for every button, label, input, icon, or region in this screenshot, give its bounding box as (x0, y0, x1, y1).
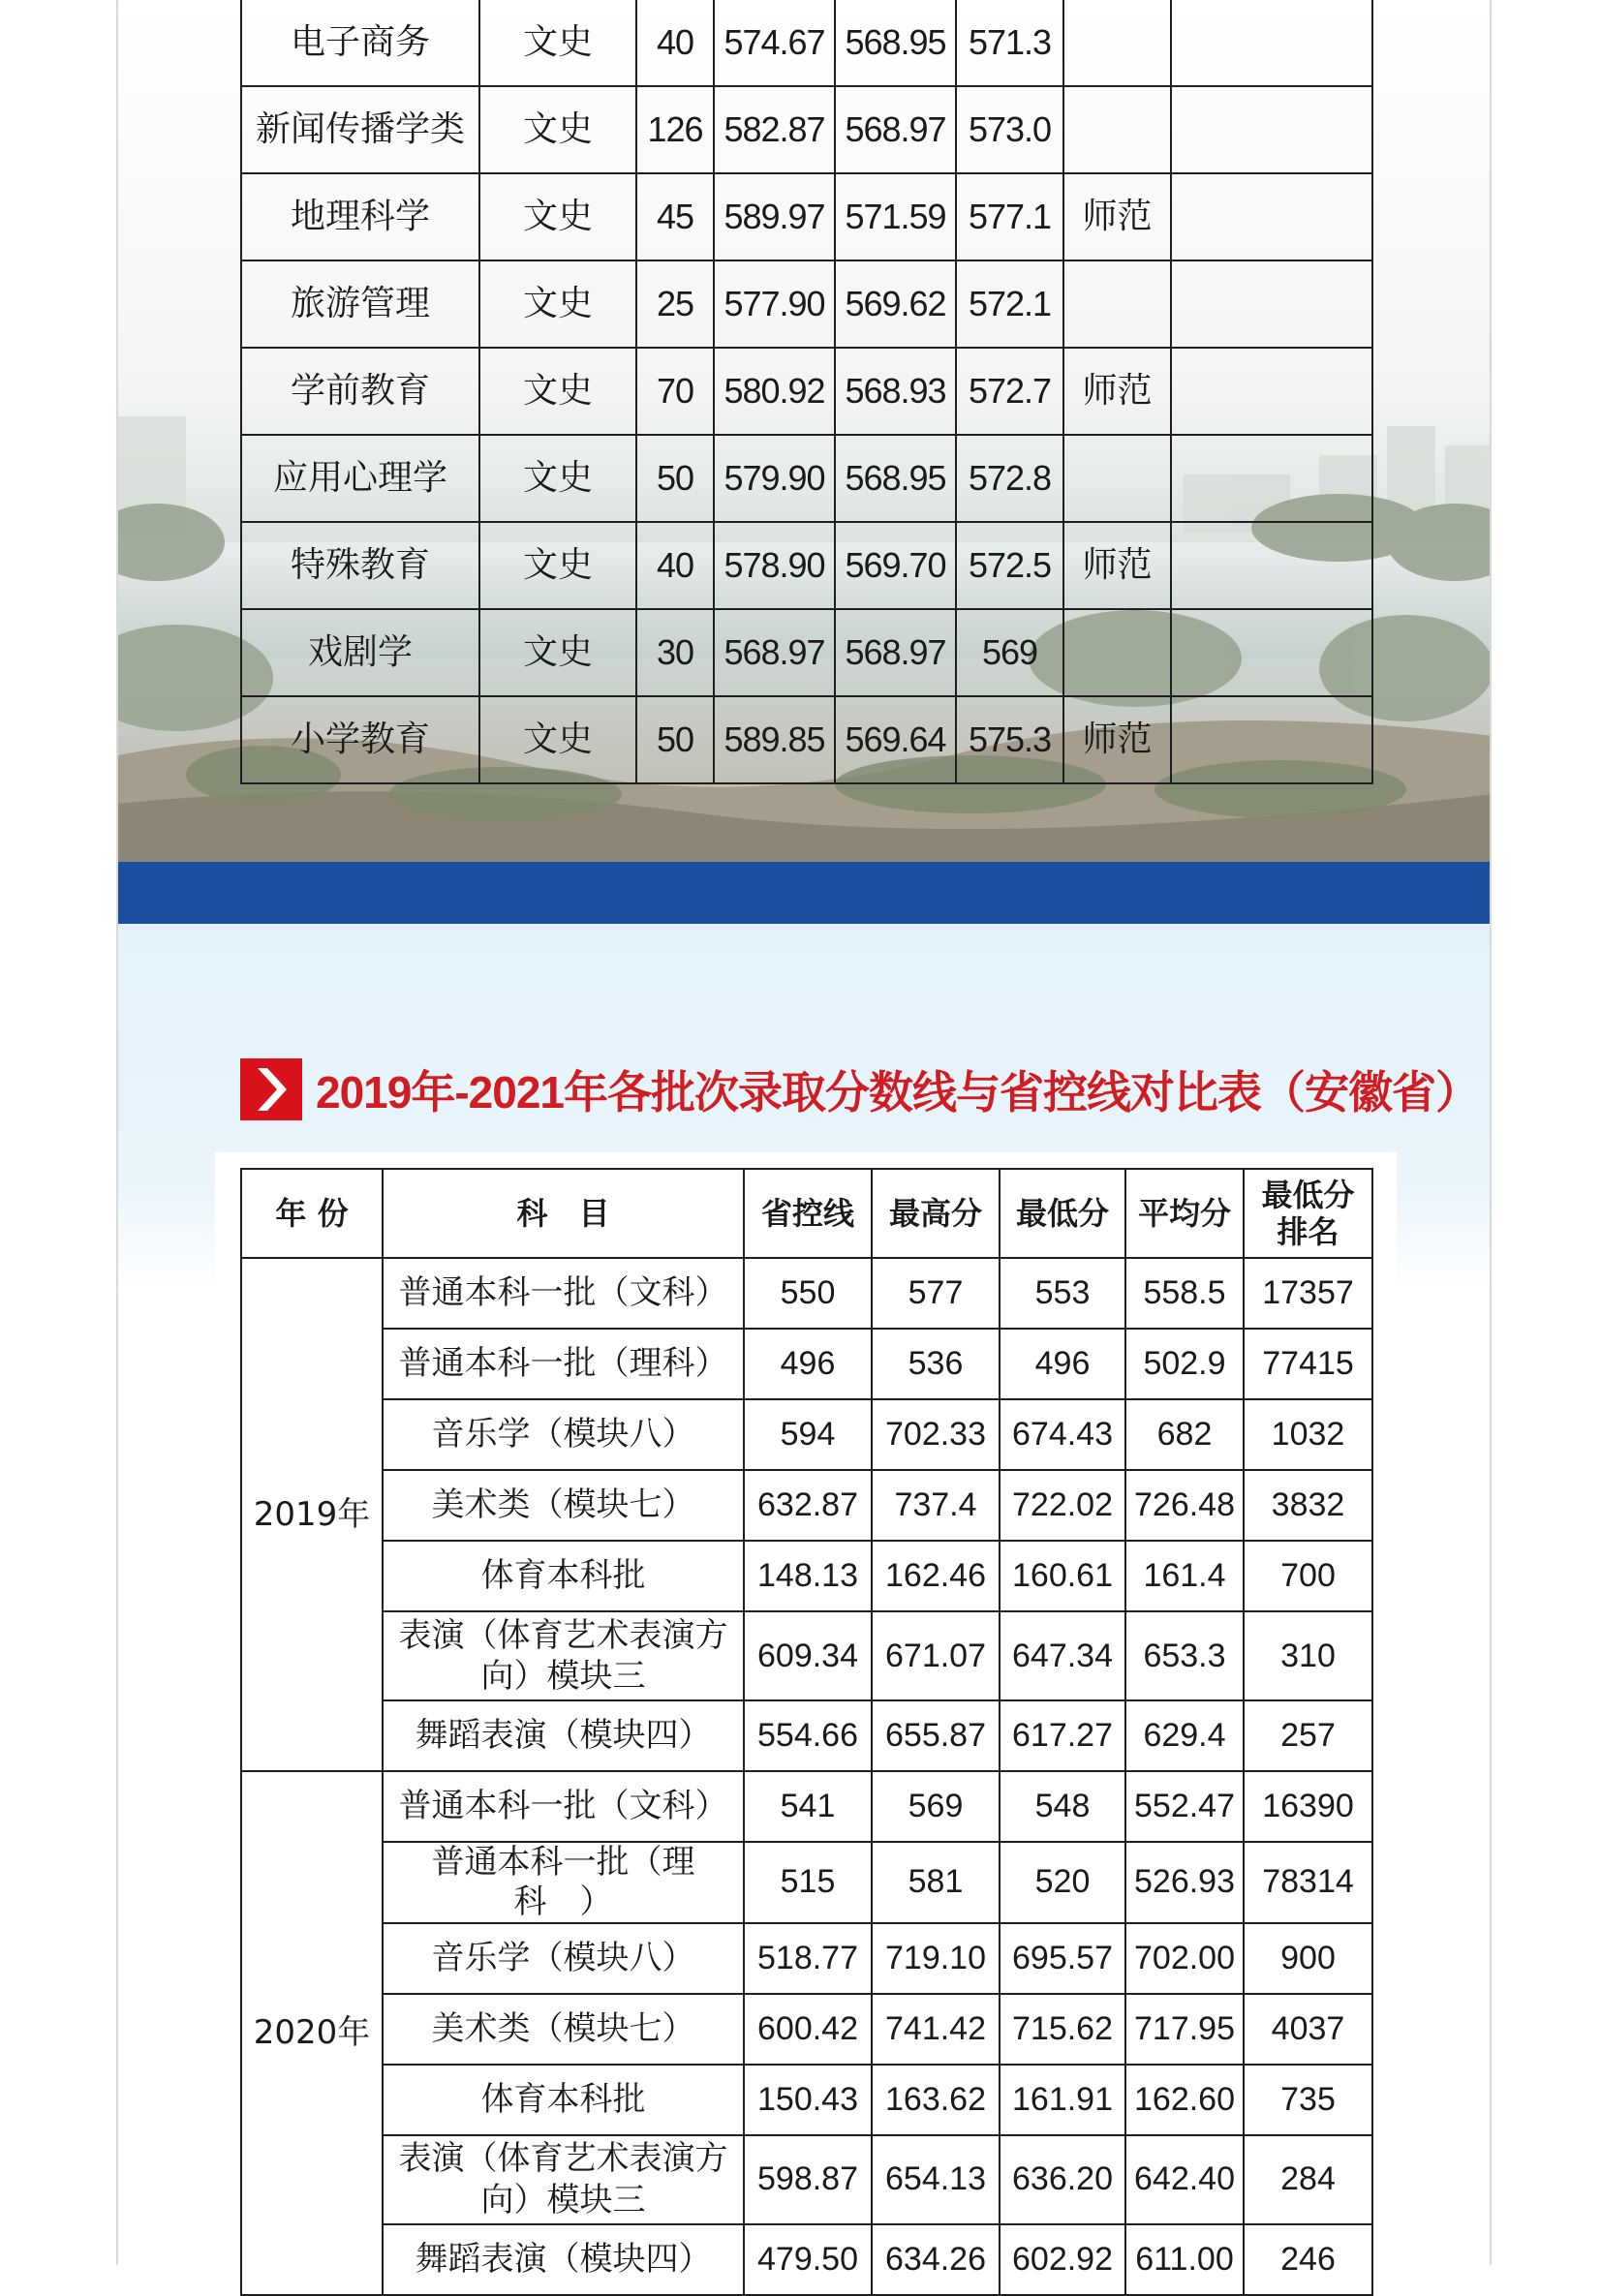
min-score-cell: 602.92 (1000, 2224, 1125, 2295)
extra-cell (1171, 173, 1372, 260)
note-cell (1063, 435, 1171, 522)
plan-cell: 45 (636, 173, 714, 260)
major-cell: 电子商务 (241, 0, 479, 86)
majors-score-table (240, 0, 1373, 784)
category-cell: 文史 (479, 173, 636, 260)
min-score-cell: 553 (1000, 1258, 1125, 1329)
min-rank-cell: 257 (1244, 1700, 1372, 1771)
table-row (241, 260, 1372, 348)
min-rank-cell: 16390 (1244, 1771, 1372, 1842)
control-line-cell: 148.13 (744, 1541, 872, 1611)
table-row (241, 1470, 1372, 1541)
category-cell: 文史 (479, 86, 636, 173)
extra-cell (1171, 696, 1372, 783)
subject-cell (383, 2224, 744, 2295)
min-score-cell: 569.64 (835, 696, 956, 783)
subject-cell (383, 2135, 744, 2224)
subject-line: 体育本科批 (480, 2079, 646, 2119)
subject-cell (383, 1258, 744, 1329)
avg-score-cell: 642.40 (1125, 2135, 1244, 2224)
max-score-cell: 719.10 (872, 1923, 1000, 1994)
min-score-cell: 636.20 (1000, 2135, 1125, 2224)
score-comparison-table (240, 1168, 1373, 2296)
min-score-cell: 568.95 (835, 0, 956, 86)
major-cell: 地理科学 (241, 173, 479, 260)
subject-line: 舞蹈表演（模块四） (415, 2239, 712, 2279)
control-line-cell: 479.50 (744, 2224, 872, 2295)
note-cell: 师范 (1063, 348, 1171, 435)
min-score-cell: 568.93 (835, 348, 956, 435)
avg-score-cell: 572.7 (956, 348, 1063, 435)
chevron-right-icon (240, 1058, 302, 1120)
max-score-cell: 163.62 (872, 2065, 1000, 2135)
max-score-cell: 741.42 (872, 1994, 1000, 2065)
min-rank-cell: 900 (1244, 1923, 1372, 1994)
subject-line: 体育本科批 (480, 1556, 646, 1596)
max-score-cell: 581 (872, 1842, 1000, 1923)
max-score-cell: 702.33 (872, 1399, 1000, 1470)
min-score-cell: 548 (1000, 1771, 1125, 1842)
table-row (241, 696, 1372, 783)
control-line-cell: 632.87 (744, 1470, 872, 1541)
min-rank-cell: 284 (1244, 2135, 1372, 2224)
max-score-cell: 568.97 (714, 609, 835, 696)
max-score-cell: 577.90 (714, 260, 835, 348)
avg-score-cell: 702.00 (1125, 1923, 1244, 1994)
min-score-cell: 722.02 (1000, 1470, 1125, 1541)
avg-score-cell: 571.3 (956, 0, 1063, 86)
subject-line: 普通本科一批（文科） (398, 1787, 728, 1826)
min-score-cell: 568.97 (835, 86, 956, 173)
major-cell: 旅游管理 (241, 260, 479, 348)
avg-score-cell: 502.9 (1125, 1329, 1244, 1399)
max-score-cell: 577 (872, 1258, 1000, 1329)
header-year: 年 份 (241, 1169, 383, 1258)
note-cell (1063, 86, 1171, 173)
table-row (241, 1611, 1372, 1700)
subject-cell (383, 1329, 744, 1399)
major-cell: 特殊教育 (241, 522, 479, 609)
max-score-cell: 536 (872, 1329, 1000, 1399)
extra-cell (1171, 0, 1372, 86)
max-score-cell: 162.46 (872, 1541, 1000, 1611)
max-score-cell: 579.90 (714, 435, 835, 522)
avg-score-cell: 629.4 (1125, 1700, 1244, 1771)
min-score-cell: 568.97 (835, 609, 956, 696)
max-score-cell: 737.4 (872, 1470, 1000, 1541)
category-cell: 文史 (479, 609, 636, 696)
min-score-cell: 617.27 (1000, 1700, 1125, 1771)
min-rank-cell: 735 (1244, 2065, 1372, 2135)
major-cell: 戏剧学 (241, 609, 479, 696)
extra-cell (1171, 609, 1372, 696)
min-rank-cell: 78314 (1244, 1842, 1372, 1923)
min-rank-cell: 700 (1244, 1541, 1372, 1611)
control-line-cell: 600.42 (744, 1994, 872, 2065)
avg-score-cell: 611.00 (1125, 2224, 1244, 2295)
max-score-cell: 582.87 (714, 86, 835, 173)
min-score-cell: 569.70 (835, 522, 956, 609)
table-row (241, 435, 1372, 522)
table-row (241, 348, 1372, 435)
extra-cell (1171, 348, 1372, 435)
header-min-rank-line2: 排名 (1277, 1213, 1339, 1250)
note-cell (1063, 609, 1171, 696)
table-row (241, 1541, 1372, 1611)
subject-cell (383, 1399, 744, 1470)
control-line-cell: 594 (744, 1399, 872, 1470)
avg-score-cell: 726.48 (1125, 1470, 1244, 1541)
avg-score-cell: 577.1 (956, 173, 1063, 260)
min-score-cell: 161.91 (1000, 2065, 1125, 2135)
subject-cell (383, 2065, 744, 2135)
subject-cell (383, 1611, 744, 1700)
major-cell: 学前教育 (241, 348, 479, 435)
control-line-cell: 554.66 (744, 1700, 872, 1771)
min-score-cell: 569.62 (835, 260, 956, 348)
table-row (241, 2135, 1372, 2224)
table-row (241, 1923, 1372, 1994)
plan-cell: 25 (636, 260, 714, 348)
category-cell: 文史 (479, 260, 636, 348)
subject-line: 美术类（模块七） (431, 2008, 695, 2048)
control-line-cell: 518.77 (744, 1923, 872, 1994)
max-score-cell: 569 (872, 1771, 1000, 1842)
subject-line: 表演（体育艺术表演方 (398, 1615, 728, 1655)
avg-score-cell: 682 (1125, 1399, 1244, 1470)
header-avg: 平均分 (1125, 1169, 1244, 1258)
subject-line: 普通本科一批（理科） (398, 1344, 728, 1384)
control-line-cell: 541 (744, 1771, 872, 1842)
min-rank-cell: 310 (1244, 1611, 1372, 1700)
header-max: 最高分 (872, 1169, 1000, 1258)
min-score-cell: 695.57 (1000, 1923, 1125, 1994)
subject-cell (383, 1994, 744, 2065)
control-line-cell: 150.43 (744, 2065, 872, 2135)
max-score-cell: 580.92 (714, 348, 835, 435)
control-line-cell: 609.34 (744, 1611, 872, 1700)
max-score-cell: 671.07 (872, 1611, 1000, 1700)
year-cell: 2019年 (241, 1258, 383, 1771)
subject-cell (383, 1842, 744, 1923)
avg-score-cell: 558.5 (1125, 1258, 1244, 1329)
table-row (241, 1258, 1372, 1329)
max-score-cell: 655.87 (872, 1700, 1000, 1771)
table-row (241, 2065, 1372, 2135)
subject-line: 美术类（模块七） (431, 1485, 695, 1525)
note-cell: 师范 (1063, 173, 1171, 260)
control-line-cell: 515 (744, 1842, 872, 1923)
category-cell: 文史 (479, 435, 636, 522)
table-header-row (241, 1169, 1372, 1258)
subject-cell (383, 1470, 744, 1541)
extra-cell (1171, 435, 1372, 522)
min-score-cell: 571.59 (835, 173, 956, 260)
subject-line: 表演（体育艺术表演方 (398, 2139, 728, 2179)
plan-cell: 50 (636, 435, 714, 522)
plan-cell: 126 (636, 86, 714, 173)
plan-cell: 30 (636, 609, 714, 696)
table-row (241, 0, 1372, 86)
avg-score-cell: 572.8 (956, 435, 1063, 522)
avg-score-cell: 572.1 (956, 260, 1063, 348)
plan-cell: 40 (636, 522, 714, 609)
min-score-cell: 520 (1000, 1842, 1125, 1923)
avg-score-cell: 575.3 (956, 696, 1063, 783)
min-score-cell: 715.62 (1000, 1994, 1125, 2065)
min-rank-cell: 246 (1244, 2224, 1372, 2295)
header-min-rank-line1: 最低分 (1261, 1176, 1355, 1213)
max-score-cell: 654.13 (872, 2135, 1000, 2224)
min-rank-cell: 1032 (1244, 1399, 1372, 1470)
control-line-cell: 496 (744, 1329, 872, 1399)
subject-line: 音乐学（模块八） (431, 1938, 695, 1977)
table-row (241, 1329, 1372, 1399)
table-row (241, 1994, 1372, 2065)
category-cell: 文史 (479, 696, 636, 783)
avg-score-cell: 653.3 (1125, 1611, 1244, 1700)
section-heading (240, 1056, 1479, 1123)
control-line-cell: 598.87 (744, 2135, 872, 2224)
major-cell: 新闻传播学类 (241, 86, 479, 173)
table-row (241, 522, 1372, 609)
major-cell: 小学教育 (241, 696, 479, 783)
subject-cell (383, 1771, 744, 1842)
section-title: 2019年-2021年各批次录取分数线与省控线对比表（安徽省） (316, 1067, 1479, 1117)
avg-score-cell: 569 (956, 609, 1063, 696)
avg-score-cell: 162.60 (1125, 2065, 1244, 2135)
header-subject: 科 目 (383, 1169, 744, 1258)
min-score-cell: 160.61 (1000, 1541, 1125, 1611)
category-cell: 文史 (479, 348, 636, 435)
note-cell: 师范 (1063, 696, 1171, 783)
avg-score-cell: 526.93 (1125, 1842, 1244, 1923)
section-divider-band (118, 862, 1492, 924)
header-min: 最低分 (1000, 1169, 1125, 1258)
header-min-rank (1244, 1169, 1372, 1258)
avg-score-cell: 161.4 (1125, 1541, 1244, 1611)
min-score-cell: 496 (1000, 1329, 1125, 1399)
note-cell: 师范 (1063, 522, 1171, 609)
plan-cell: 40 (636, 0, 714, 86)
subject-line: 普通本科一批（文科） (398, 1273, 728, 1313)
subject-line: 向）模块三 (480, 1657, 646, 1696)
min-score-cell: 568.95 (835, 435, 956, 522)
subject-line: 向）模块三 (480, 2180, 646, 2219)
category-cell: 文史 (479, 522, 636, 609)
subject-line: 舞蹈表演（模块四） (415, 1716, 712, 1756)
subject-line: 普通本科一批（理科 ） (431, 1843, 695, 1921)
max-score-cell: 589.85 (714, 696, 835, 783)
plan-cell: 70 (636, 348, 714, 435)
subject-cell (383, 1700, 744, 1771)
extra-cell (1171, 86, 1372, 173)
year-cell: 2020年 (241, 1771, 383, 2295)
avg-score-cell: 552.47 (1125, 1771, 1244, 1842)
max-score-cell: 634.26 (872, 2224, 1000, 2295)
table-row (241, 609, 1372, 696)
table-row (241, 1700, 1372, 1771)
category-cell: 文史 (479, 0, 636, 86)
table-row (241, 1842, 1372, 1923)
min-rank-cell: 4037 (1244, 1994, 1372, 2065)
plan-cell: 50 (636, 696, 714, 783)
extra-cell (1171, 522, 1372, 609)
major-cell: 应用心理学 (241, 435, 479, 522)
min-rank-cell: 17357 (1244, 1258, 1372, 1329)
table-row (241, 2224, 1372, 2295)
table-row (241, 86, 1372, 173)
max-score-cell: 589.97 (714, 173, 835, 260)
avg-score-cell: 572.5 (956, 522, 1063, 609)
note-cell (1063, 260, 1171, 348)
header-control-line: 省控线 (744, 1169, 872, 1258)
min-rank-cell: 77415 (1244, 1329, 1372, 1399)
subject-line: 音乐学（模块八） (431, 1415, 695, 1454)
max-score-cell: 574.67 (714, 0, 835, 86)
min-score-cell: 674.43 (1000, 1399, 1125, 1470)
min-rank-cell: 3832 (1244, 1470, 1372, 1541)
extra-cell (1171, 260, 1372, 348)
min-score-cell: 647.34 (1000, 1611, 1125, 1700)
subject-cell (383, 1923, 744, 1994)
table-row (241, 1399, 1372, 1470)
control-line-cell: 550 (744, 1258, 872, 1329)
note-cell (1063, 0, 1171, 86)
subject-cell (383, 1541, 744, 1611)
table-row (241, 1771, 1372, 1842)
avg-score-cell: 573.0 (956, 86, 1063, 173)
avg-score-cell: 717.95 (1125, 1994, 1244, 2065)
max-score-cell: 578.90 (714, 522, 835, 609)
table-row (241, 173, 1372, 260)
